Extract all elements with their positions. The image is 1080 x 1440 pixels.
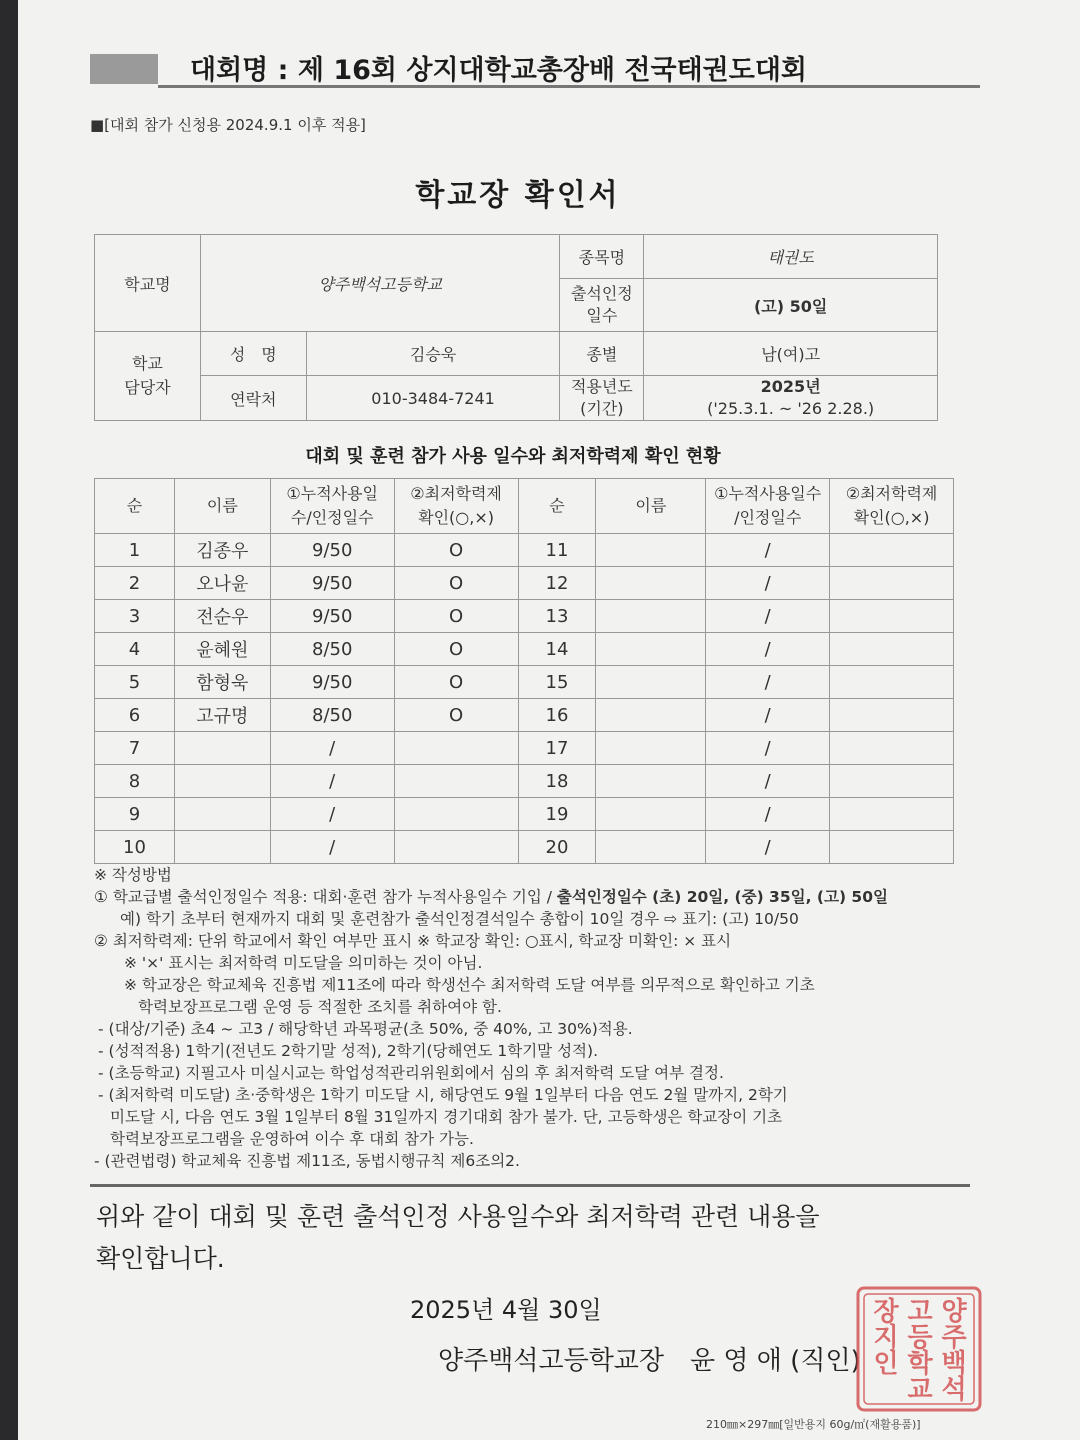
cell-days: 9/50 [270, 666, 394, 699]
cell-days: / [270, 831, 394, 864]
cell-no-right: 20 [518, 831, 596, 864]
cell-check-right [830, 732, 954, 765]
header-check [394, 479, 518, 534]
seal-glyph: 교 [907, 1375, 933, 1405]
cell-days-right: / [706, 567, 830, 600]
attendance-days-label-2: 일수 [586, 306, 618, 325]
table-row [95, 732, 954, 765]
detail-1: - (대상/기준) 초4 ~ 고3 / 해당학년 과목평균(초 50%, 중 40%, 고 30%)적용. [98, 1020, 633, 1038]
cell-days-right: / [706, 600, 830, 633]
phone-label: 연락처 [200, 376, 306, 421]
cell-no-right: 13 [518, 600, 596, 633]
cell-name-right [596, 534, 706, 567]
cell-no: 6 [95, 699, 175, 732]
cell-name-right [596, 633, 706, 666]
cell-check [394, 732, 518, 765]
cell-days-right: / [706, 534, 830, 567]
cell-check: O [394, 666, 518, 699]
notes-heading: ※ 작성방법 [94, 866, 172, 884]
confirmation-line-1: 위와 같이 대회 및 훈련 출석인정 사용일수와 최저학력 관련 내용을 [96, 1202, 820, 1231]
confirmation-line-2: 확인합니다. [96, 1244, 225, 1273]
cell-no: 8 [95, 765, 175, 798]
cell-no: 10 [95, 831, 175, 864]
cell-days: / [270, 798, 394, 831]
cell-no: 5 [95, 666, 175, 699]
header-days-right [706, 479, 830, 534]
cell-no-right: 17 [518, 732, 596, 765]
banner-gray-block [90, 54, 158, 84]
header-days-1: ①누적사용일 [286, 484, 379, 503]
cell-days: 9/50 [270, 567, 394, 600]
name-value: 김승욱 [306, 332, 560, 376]
contact-person-label [95, 332, 201, 421]
cell-no-right: 16 [518, 699, 596, 732]
note-2: ② 최저학력제: 단위 학교에서 확인 여부만 표시 ※ 학교장 확인: ○표시, 학교장 미확인: × 표시 [94, 932, 732, 950]
cell-no: 3 [95, 600, 175, 633]
confirmation-text [96, 1196, 976, 1280]
header-days-right-1: ①누적사용일수 [714, 484, 822, 503]
cell-no-right: 18 [518, 765, 596, 798]
cell-no: 2 [95, 567, 175, 600]
year-label-2: (기간) [580, 399, 624, 418]
cell-name: 고규명 [174, 699, 270, 732]
seal-glyph: 지 [873, 1323, 899, 1353]
contact-person-label-2: 담당자 [124, 378, 171, 397]
year-value-text: 2025년 [760, 377, 821, 396]
header-no: 순 [95, 479, 175, 534]
cell-days: / [270, 765, 394, 798]
period-value: ('25.3.1. ~ '26 2.28.) [707, 399, 875, 418]
cell-days-right: / [706, 831, 830, 864]
cell-check: O [394, 534, 518, 567]
cell-check [394, 831, 518, 864]
cell-check-right [830, 798, 954, 831]
cell-days-right: / [706, 666, 830, 699]
header-name: 이름 [174, 479, 270, 534]
cell-name: 김종우 [174, 534, 270, 567]
competition-title: 대회명 : 제 16회 상지대학교총장배 전국태권도대회 [190, 55, 808, 86]
cell-name [174, 765, 270, 798]
cell-days-right: / [706, 732, 830, 765]
applied-note: ■[대회 참가 신청용 2024.9.1 이후 적용] [90, 116, 366, 134]
cell-check-right [830, 666, 954, 699]
phone-value: 010-3484-7241 [306, 376, 560, 421]
cell-name-right [596, 732, 706, 765]
school-info-table [94, 234, 938, 421]
note-1 [94, 886, 974, 908]
seal-glyph: 석 [941, 1375, 967, 1405]
detail-4b: 미도달 시, 다음 연도 3월 1일부터 8월 31일까지 경기대회 참가 불가. 단, 고등학생은 학교장이 기초 [110, 1108, 783, 1126]
cell-no: 9 [95, 798, 175, 831]
cell-no-right: 12 [518, 567, 596, 600]
cell-check-right [830, 534, 954, 567]
paper-spec: 210㎜×297㎜[일반용지 60g/㎡(재활용품)] [706, 1418, 921, 1431]
cell-name-right [596, 831, 706, 864]
header-check-right-1: ②최저학력제 [845, 484, 938, 503]
attendance-days-label [560, 279, 644, 332]
cell-no: 7 [95, 732, 175, 765]
header-days-right-2: /인정일수 [734, 508, 802, 527]
category-label: 종별 [560, 332, 644, 376]
cell-days: 8/50 [270, 633, 394, 666]
seal-glyph: 학 [907, 1349, 933, 1379]
note-1-example: 예) 학기 초부터 현재까지 대회 및 훈련참가 출석인정결석일수 총합이 10일 경우 ⇨ 표기: (고) 10/50 [120, 910, 799, 928]
confirmation-date: 2025년 4월 30일 [410, 1296, 602, 1324]
confirmation-divider [90, 1184, 970, 1187]
cell-check-right [830, 600, 954, 633]
category-value: 남(여)고 [644, 332, 938, 376]
contact-person-label-1: 학교 [131, 354, 163, 373]
note-1-text: ① 학교급별 출석인정일수 적용: 대회·훈련 참가 누적사용일수 기입 / [94, 888, 557, 906]
cell-check: O [394, 633, 518, 666]
cell-check-right [830, 633, 954, 666]
cell-days-right: / [706, 798, 830, 831]
cell-check-right [830, 699, 954, 732]
note-1-bold: 출석인정일수 (초) 20일, (중) 35일, (고) 50일 [556, 888, 888, 906]
student-table [94, 478, 954, 864]
official-seal-icon [854, 1284, 984, 1414]
cell-days: 8/50 [270, 699, 394, 732]
table-row [95, 567, 954, 600]
seal-glyph: 양 [941, 1297, 967, 1327]
cell-no: 4 [95, 633, 175, 666]
header-days [270, 479, 394, 534]
seal-glyph: 장 [873, 1297, 899, 1327]
seal-glyph: 고 [907, 1297, 933, 1327]
seal-glyph: 주 [941, 1323, 967, 1353]
attendance-days-label-1: 출석인정 [570, 284, 633, 303]
year-label-1: 적용년도 [570, 377, 633, 396]
cell-no-right: 15 [518, 666, 596, 699]
cell-check-right [830, 567, 954, 600]
table-row [95, 831, 954, 864]
cell-days-right: / [706, 765, 830, 798]
cell-no-right: 14 [518, 633, 596, 666]
event-label: 종목명 [560, 235, 644, 279]
cell-name [174, 732, 270, 765]
table-row [95, 765, 954, 798]
header-check-1: ②최저학력제 [410, 484, 502, 503]
header-name-right: 이름 [596, 479, 706, 534]
header-days-2: 수/인정일수 [290, 508, 374, 527]
cell-days: 9/50 [270, 600, 394, 633]
cell-check-right [830, 765, 954, 798]
detail-4a: - (최저학력 미도달) 초·중학생은 1학기 미도달 시, 해당연도 9월 1일부터 다음 연도 2월 말까지, 2학기 [98, 1086, 788, 1104]
seal-glyph: 백 [941, 1349, 967, 1379]
principal-signature: 양주백석고등학교장 윤 영 애 (직인) [438, 1346, 861, 1376]
note-3: ※ '×' 표시는 최저학력 미도달을 의미하는 것이 아님. [124, 954, 483, 972]
cell-no-right: 19 [518, 798, 596, 831]
cell-days-right: / [706, 699, 830, 732]
school-name-label: 학교명 [95, 235, 201, 332]
cell-name: 윤혜원 [174, 633, 270, 666]
cell-name-right [596, 567, 706, 600]
cell-name [174, 798, 270, 831]
cell-no: 1 [95, 534, 175, 567]
cell-days-right: / [706, 633, 830, 666]
year-label [560, 376, 644, 421]
detail-4c: 학력보장프로그램을 운영하여 이수 후 대회 참가 가능. [110, 1130, 474, 1148]
competition-banner [90, 48, 980, 88]
cell-name: 전순우 [174, 600, 270, 633]
cell-name-right [596, 765, 706, 798]
cell-name-right [596, 666, 706, 699]
table-row [95, 798, 954, 831]
name-label: 성 명 [200, 332, 306, 376]
cell-check: O [394, 600, 518, 633]
cell-name-right [596, 600, 706, 633]
event-value: 태권도 [644, 235, 938, 279]
header-check-2: 확인(○,×) [418, 508, 494, 527]
attendance-days-value: (고) 50일 [644, 279, 938, 332]
document-title: 학교장 확인서 [415, 178, 621, 213]
cell-check: O [394, 699, 518, 732]
seal-glyph: 인 [873, 1349, 899, 1379]
header-no-right: 순 [518, 479, 596, 534]
cell-name: 함형욱 [174, 666, 270, 699]
detail-2: - (성적적용) 1학기(전년도 2학기말 성적), 2학기(당해연도 1학기말 성적). [98, 1042, 598, 1060]
header-check-right-2: 확인(○,×) [853, 508, 930, 527]
cell-days: 9/50 [270, 534, 394, 567]
cell-name [174, 831, 270, 864]
note-4b: 학력보장프로그램 운영 등 적절한 조치를 취하여야 함. [138, 998, 502, 1016]
table-row [95, 600, 954, 633]
detail-5: - (관련법령) 학교체육 진흥법 제11조, 동법시행규칙 제6조의2. [94, 1152, 520, 1170]
cell-check: O [394, 567, 518, 600]
cell-check [394, 798, 518, 831]
cell-check-right [830, 831, 954, 864]
table-row [95, 633, 954, 666]
seal-glyph: 등 [907, 1323, 933, 1353]
table-row [95, 666, 954, 699]
status-title: 대회 및 훈련 참가 사용 일수와 최저학력제 확인 현황 [305, 446, 721, 467]
cell-name: 오나윤 [174, 567, 270, 600]
table-header-row [95, 479, 954, 534]
cell-check [394, 765, 518, 798]
document-page [18, 0, 1080, 1440]
table-row [95, 699, 954, 732]
detail-3: - (초등학교) 지필고사 미실시교는 학업성적관리위원회에서 심의 후 최저학력 도달 여부 결정. [98, 1064, 724, 1082]
school-name-value: 양주백석고등학교 [200, 235, 560, 332]
header-check-right [830, 479, 954, 534]
year-value [644, 376, 938, 421]
cell-no-right: 11 [518, 534, 596, 567]
table-row [95, 534, 954, 567]
note-4a: ※ 학교장은 학교체육 진흥법 제11조에 따라 학생선수 최저학력 도달 여부를 의무적으로 확인하고 기초 [124, 976, 815, 994]
cell-name-right [596, 699, 706, 732]
cell-days: / [270, 732, 394, 765]
writing-guide [94, 864, 974, 1172]
cell-name-right [596, 798, 706, 831]
